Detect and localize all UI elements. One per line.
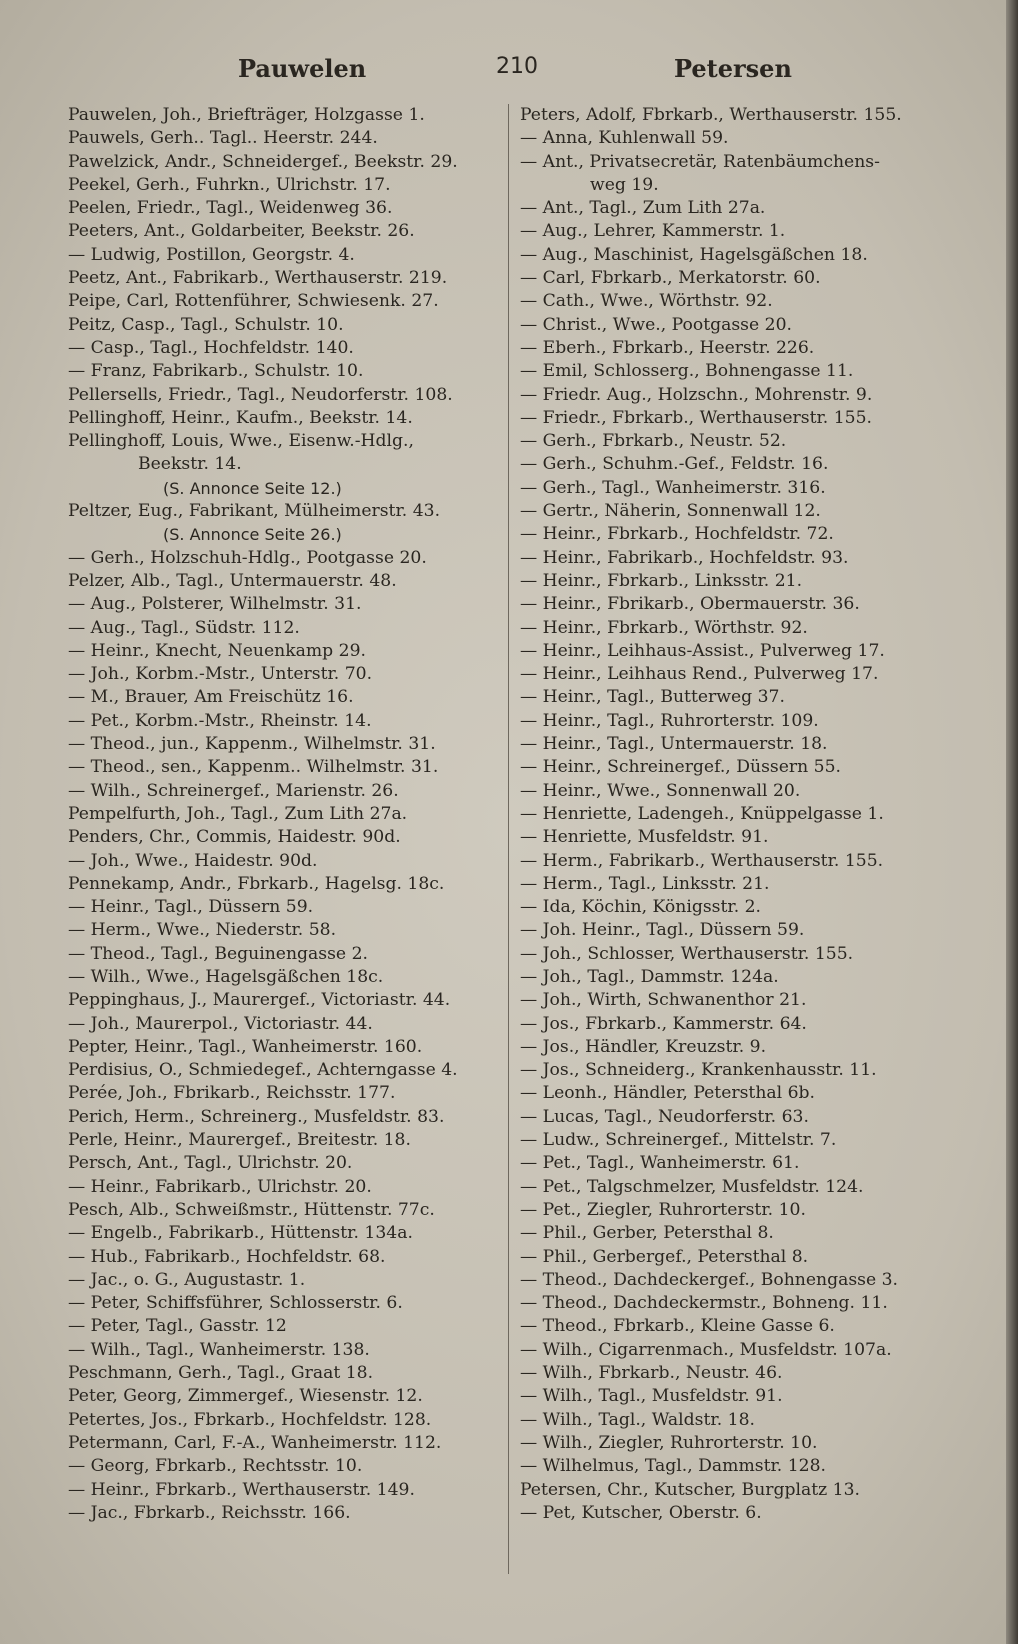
directory-entry: — Carl, Fbrkarb., Merkatorstr. 60. xyxy=(520,268,821,289)
directory-entry: — Pet., Korbm.-Mstr., Rheinstr. 14. xyxy=(68,710,372,731)
directory-entry: — Joh., Maurerpol., Victoriastr. 44. xyxy=(68,1013,373,1034)
entry-continuation: Beekstr. 14. xyxy=(138,454,242,475)
directory-entry: — Heinr., Fbrkarb., Werthauserstr. 149. xyxy=(68,1479,415,1500)
directory-entry: — Heinr., Tagl., Ruhrorterstr. 109. xyxy=(520,710,819,731)
right-column xyxy=(520,104,960,1525)
column-divider xyxy=(508,104,509,1574)
directory-entry: Pawelzick, Andr., Schneidergef., Beekstr. 29. xyxy=(68,151,458,172)
directory-entry: — Henriette, Musfeldstr. 91. xyxy=(520,827,769,848)
directory-entry: Pauwels, Gerh.. Tagl.. Heerstr. 244. xyxy=(68,128,378,149)
directory-entry: Pelzer, Alb., Tagl., Untermauerstr. 48. xyxy=(68,570,397,591)
directory-entry: — Ida, Köchin, Königsstr. 2. xyxy=(520,897,762,918)
directory-entry: — Wilh., Tagl., Musfeldstr. 91. xyxy=(520,1386,783,1407)
header-right-keyword: Petersen xyxy=(674,54,792,83)
directory-entry: — Joh., Korbm.-Mstr., Unterstr. 70. xyxy=(68,664,373,685)
directory-entry: Pellinghoff, Louis, Wwe., Eisenw.-Hdlg., xyxy=(68,431,414,452)
directory-entry: Pesch, Alb., Schweißmstr., Hüttenstr. 77c. xyxy=(68,1199,435,1220)
page-header xyxy=(66,50,956,90)
directory-entry: — Pet., Ziegler, Ruhrorterstr. 10. xyxy=(520,1199,806,1220)
directory-entry: — Wilhelmus, Tagl., Dammstr. 128. xyxy=(520,1456,826,1477)
directory-entry: — Jac., o. G., Augustastr. 1. xyxy=(68,1269,306,1290)
directory-entry: — Gerh., Fbrkarb., Neustr. 52. xyxy=(520,431,787,452)
directory-entry: Penders, Chr., Commis, Haidestr. 90d. xyxy=(68,827,401,848)
directory-entry: — Joh., Tagl., Dammstr. 124a. xyxy=(520,966,779,987)
directory-entry: — Jos., Händler, Kreuzstr. 9. xyxy=(520,1036,767,1057)
directory-entry: — Peter, Schiffsführer, Schlosserstr. 6. xyxy=(68,1293,403,1314)
directory-entry: — Cath., Wwe., Wörthstr. 92. xyxy=(520,291,773,312)
directory-entry: — Peter, Tagl., Gasstr. 12 xyxy=(68,1316,287,1337)
directory-entry: — Heinr., Fabrikarb., Hochfeldstr. 93. xyxy=(520,547,849,568)
entry-continuation: weg 19. xyxy=(590,174,659,195)
directory-entry: — Theod., jun., Kappenm., Wilhelmstr. 31. xyxy=(68,734,436,755)
directory-entry: — Anna, Kuhlenwall 59. xyxy=(520,128,729,149)
directory-entry: Peitz, Casp., Tagl., Schulstr. 10. xyxy=(68,314,344,335)
directory-entry: Persch, Ant., Tagl., Ulrichstr. 20. xyxy=(68,1153,353,1174)
directory-entry: — Friedr. Aug., Holzschn., Mohrenstr. 9. xyxy=(520,384,873,405)
directory-entry: — Engelb., Fabrikarb., Hüttenstr. 134a. xyxy=(68,1223,413,1244)
directory-entry: — Wilh., Tagl., Wanheimerstr. 138. xyxy=(68,1339,370,1360)
page-number: 210 xyxy=(496,54,538,79)
directory-entry: — Heinr., Leihhaus Rend., Pulverweg 17. xyxy=(520,664,879,685)
directory-entry: — Heinr., Knecht, Neuenkamp 29. xyxy=(68,640,366,661)
directory-entry: — Wilh., Tagl., Waldstr. 18. xyxy=(520,1409,755,1430)
directory-entry: Pepter, Heinr., Tagl., Wanheimerstr. 160. xyxy=(68,1036,423,1057)
directory-entry: — Wilh., Wwe., Hagelsgäßchen 18c. xyxy=(68,966,384,987)
directory-entry: — Aug., Maschinist, Hagelsgäßchen 18. xyxy=(520,244,868,265)
directory-entry: — Jos., Fbrkarb., Kammerstr. 64. xyxy=(520,1013,807,1034)
directory-entry: Peltzer, Eug., Fabrikant, Mülheimerstr. 43. xyxy=(68,501,441,522)
directory-entry: — Ant., Privatsecretär, Ratenbäumchens- xyxy=(520,151,880,172)
directory-entry: — Heinr., Fbrkarb., Linksstr. 21. xyxy=(520,570,803,591)
directory-entry: Peschmann, Gerh., Tagl., Graat 18. xyxy=(68,1363,374,1384)
directory-entry: — Franz, Fabrikarb., Schulstr. 10. xyxy=(68,361,364,382)
directory-entry: — Heinr., Fabrikarb., Ulrichstr. 20. xyxy=(68,1176,372,1197)
directory-entry: — Pet, Kutscher, Oberstr. 6. xyxy=(520,1502,762,1523)
directory-entry: Pennekamp, Andr., Fbrkarb., Hagelsg. 18c. xyxy=(68,873,445,894)
directory-entry: — Heinr., Fbrkarb., Hochfeldstr. 72. xyxy=(520,524,834,545)
directory-entry: Peters, Adolf, Fbrkarb., Werthauserstr. 155. xyxy=(520,105,902,125)
directory-entry: Perdisius, O., Schmiedegef., Achterngasse 4. xyxy=(68,1060,458,1081)
directory-entry: — Leonh., Händler, Petersthal 6b. xyxy=(520,1083,816,1104)
directory-entry: Petertes, Jos., Fbrkarb., Hochfeldstr. 128. xyxy=(68,1409,432,1430)
directory-entry: — Wilh., Cigarrenmach., Musfeldstr. 107a. xyxy=(520,1339,892,1360)
directory-entry: Pellersells, Friedr., Tagl., Neudorferstr. 108. xyxy=(68,384,453,405)
directory-entry: — Herm., Fabrikarb., Werthauserstr. 155. xyxy=(520,850,884,871)
directory-entry: — Ludw., Schreinergef., Mittelstr. 7. xyxy=(520,1130,837,1151)
directory-entry: Petersen, Chr., Kutscher, Burgplatz 13. xyxy=(520,1479,860,1500)
directory-entry: — Jos., Schneiderg., Krankenhausstr. 11. xyxy=(520,1060,877,1081)
directory-entry: — Heinr., Tagl., Untermauerstr. 18. xyxy=(520,734,828,755)
directory-entry: — Hub., Fabrikarb., Hochfeldstr. 68. xyxy=(68,1246,386,1267)
directory-entry: — Gertr., Näherin, Sonnenwall 12. xyxy=(520,501,821,522)
directory-entry: Peeters, Ant., Goldarbeiter, Beekstr. 26. xyxy=(68,221,415,242)
directory-entry: Peter, Georg, Zimmergef., Wiesenstr. 12. xyxy=(68,1386,423,1407)
annonce-note: (S. Annonce Seite 12.) xyxy=(163,478,342,498)
directory-entry: — Wilh., Fbrkarb., Neustr. 46. xyxy=(520,1363,783,1384)
directory-entry: — Heinr., Fbrikarb., Obermauerstr. 36. xyxy=(520,594,860,615)
directory-entry: — Jac., Fbrkarb., Reichsstr. 166. xyxy=(68,1502,351,1523)
directory-entry: — Aug., Polsterer, Wilhelmstr. 31. xyxy=(68,594,362,615)
directory-entry: — Theod., Dachdeckermstr., Bohneng. 11. xyxy=(520,1293,888,1314)
directory-entry: — M., Brauer, Am Freischütz 16. xyxy=(68,687,354,708)
directory-entry: Pauwelen, Joh., Briefträger, Holzgasse 1. xyxy=(68,105,425,125)
directory-entry: — Aug., Lehrer, Kammerstr. 1. xyxy=(520,221,786,242)
directory-entry: Pellinghoff, Heinr., Kaufm., Beekstr. 14. xyxy=(68,407,413,428)
directory-entry: Peekel, Gerh., Fuhrkn., Ulrichstr. 17. xyxy=(68,174,391,195)
directory-entry: — Theod., sen., Kappenm.. Wilhelmstr. 31. xyxy=(68,757,439,778)
directory-entry: — Pet., Talgschmelzer, Musfeldstr. 124. xyxy=(520,1176,864,1197)
directory-entry: — Ant., Tagl., Zum Lith 27a. xyxy=(520,198,766,219)
directory-entry: Petermann, Carl, F.-A., Wanheimerstr. 112. xyxy=(68,1432,442,1453)
directory-entry: — Gerh., Schuhm.-Gef., Feldstr. 16. xyxy=(520,454,829,475)
directory-entry: Peipe, Carl, Rottenführer, Schwiesenk. 27. xyxy=(68,291,439,312)
directory-entry: — Christ., Wwe., Pootgasse 20. xyxy=(520,314,792,335)
directory-entry: — Heinr., Leihhaus-Assist., Pulverweg 17. xyxy=(520,640,885,661)
directory-entry: — Phil., Gerbergef., Petersthal 8. xyxy=(520,1246,809,1267)
directory-entry: — Eberh., Fbrkarb., Heerstr. 226. xyxy=(520,337,815,358)
directory-entry: — Wilh., Schreinergef., Marienstr. 26. xyxy=(68,780,399,801)
directory-entry: — Herm., Tagl., Linksstr. 21. xyxy=(520,873,770,894)
directory-entry: Perich, Herm., Schreinerg., Musfeldstr. 83. xyxy=(68,1106,445,1127)
left-column xyxy=(68,104,500,1525)
directory-entry: — Joh., Wwe., Haidestr. 90d. xyxy=(68,850,318,871)
directory-entry: — Georg, Fbrkarb., Rechtsstr. 10. xyxy=(68,1456,363,1477)
directory-entry: — Casp., Tagl., Hochfeldstr. 140. xyxy=(68,337,354,358)
directory-entry: — Pet., Tagl., Wanheimerstr. 61. xyxy=(520,1153,800,1174)
directory-entry: — Theod., Dachdeckergef., Bohnengasse 3. xyxy=(520,1269,899,1290)
directory-entry: — Heinr., Wwe., Sonnenwall 20. xyxy=(520,780,801,801)
directory-entry: — Wilh., Ziegler, Ruhrorterstr. 10. xyxy=(520,1432,818,1453)
directory-entry: — Emil, Schlosserg., Bohnengasse 11. xyxy=(520,361,854,382)
directory-entry: — Heinr., Tagl., Butterweg 37. xyxy=(520,687,785,708)
directory-entry: Peetz, Ant., Fabrikarb., Werthauserstr. 219. xyxy=(68,268,448,289)
page-edge xyxy=(1006,0,1018,1644)
directory-entry: — Heinr., Tagl., Düssern 59. xyxy=(68,897,314,918)
annonce-note: (S. Annonce Seite 26.) xyxy=(163,525,342,545)
directory-entry: — Heinr., Schreinergef., Düssern 55. xyxy=(520,757,841,778)
directory-entry: — Phil., Gerber, Petersthal 8. xyxy=(520,1223,774,1244)
directory-entry: — Henriette, Ladengeh., Knüppelgasse 1. xyxy=(520,803,884,824)
directory-entry: — Joh., Schlosser, Werthauserstr. 155. xyxy=(520,943,854,964)
directory-entry: — Theod., Tagl., Beguinengasse 2. xyxy=(68,943,368,964)
directory-entry: — Gerh., Holzschuh-Hdlg., Pootgasse 20. xyxy=(68,547,427,568)
directory-entry: — Friedr., Fbrkarb., Werthauserstr. 155. xyxy=(520,407,872,428)
directory-entry: — Gerh., Tagl., Wanheimerstr. 316. xyxy=(520,477,826,498)
directory-entry: — Joh., Wirth, Schwanenthor 21. xyxy=(520,990,807,1011)
directory-entry: Peelen, Friedr., Tagl., Weidenweg 36. xyxy=(68,198,393,219)
directory-entry: — Theod., Fbrkarb., Kleine Gasse 6. xyxy=(520,1316,835,1337)
directory-entry: — Joh. Heinr., Tagl., Düssern 59. xyxy=(520,920,805,941)
directory-entry: Pempelfurth, Joh., Tagl., Zum Lith 27a. xyxy=(68,803,408,824)
directory-entry: — Ludwig, Postillon, Georgstr. 4. xyxy=(68,244,355,265)
header-left-keyword: Pauwelen xyxy=(238,54,367,83)
directory-entry: — Heinr., Fbrkarb., Wörthstr. 92. xyxy=(520,617,808,638)
directory-entry: — Lucas, Tagl., Neudorferstr. 63. xyxy=(520,1106,809,1127)
directory-entry: — Aug., Tagl., Südstr. 112. xyxy=(68,617,300,638)
directory-entry: Peppinghaus, J., Maurergef., Victoriastr. 44. xyxy=(68,990,451,1011)
directory-entry: — Herm., Wwe., Niederstr. 58. xyxy=(68,920,337,941)
directory-entry: Perle, Heinr., Maurergef., Breitestr. 18. xyxy=(68,1130,411,1151)
directory-entry: Perée, Joh., Fbrikarb., Reichsstr. 177. xyxy=(68,1083,396,1104)
